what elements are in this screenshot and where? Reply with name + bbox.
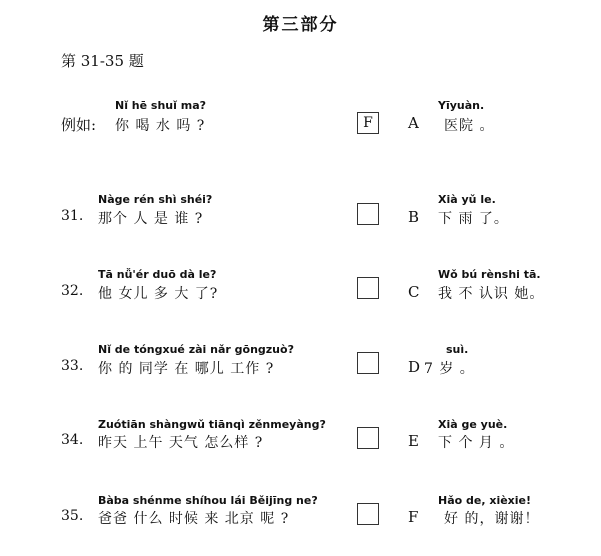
- question-pinyin: Nǐ hē shuǐ ma?: [115, 99, 207, 112]
- option-letter: F: [408, 508, 419, 526]
- question-hanzi: 那个 人 是 谁 ?: [98, 211, 204, 227]
- option-pinyin: Xià yǔ le.: [438, 193, 496, 206]
- answer-box[interactable]: [357, 352, 379, 374]
- answer-box[interactable]: [357, 277, 379, 299]
- question-number: 32.: [61, 283, 84, 299]
- answer-box[interactable]: F: [357, 112, 379, 134]
- answer-box[interactable]: [357, 503, 379, 525]
- question-hanzi: 昨天 上午 天气 怎么样 ?: [98, 435, 264, 451]
- option-hanzi: 下 个 月 。: [438, 435, 515, 451]
- question-number: 33.: [61, 358, 84, 374]
- question-range-heading: 第 31-35 题: [61, 52, 144, 70]
- question-hanzi: 爸爸 什么 时候 来 北京 呢 ?: [98, 511, 290, 527]
- option-hanzi: 下 雨 了。: [438, 211, 509, 227]
- option-pinyin: suì.: [446, 343, 469, 356]
- option-letter: E: [408, 432, 419, 450]
- question-pinyin: Zuótiān shàngwǔ tiānqì zěnmeyàng?: [98, 418, 326, 431]
- question-pinyin: Tā nǚ'ér duō dà le?: [98, 268, 217, 281]
- question-pinyin: Bàba shénme shíhou lái Běijīng ne?: [98, 494, 318, 507]
- option-hanzi: 医院 。: [444, 118, 495, 134]
- option-letter: B: [408, 208, 420, 226]
- question-number: 34.: [61, 432, 84, 448]
- option-hanzi: 好 的，谢谢！: [444, 511, 540, 527]
- section-title: 第三部分: [262, 15, 339, 35]
- option-pinyin: Wǒ bú rènshi tā.: [438, 268, 541, 281]
- question-hanzi: 他 女儿 多 大 了?: [98, 286, 219, 302]
- answer-box[interactable]: [357, 203, 379, 225]
- option-pinyin: Hǎo de, xièxie!: [438, 494, 532, 507]
- option-letter: D: [408, 358, 421, 376]
- question-hanzi: 你 的 同学 在 哪儿 工作 ?: [98, 361, 275, 377]
- example-label: 例如:: [61, 116, 97, 134]
- question-pinyin: Nǐ de tóngxué zài nǎr gōngzuò?: [98, 343, 294, 356]
- question-hanzi: 你 喝 水 吗 ?: [115, 118, 206, 134]
- answer-box[interactable]: [357, 427, 379, 449]
- option-letter: A: [408, 114, 419, 132]
- option-hanzi: 7 岁 。: [424, 361, 475, 377]
- question-number: 35.: [61, 508, 84, 524]
- option-pinyin: Yīyuàn.: [438, 99, 485, 112]
- option-letter: C: [408, 283, 420, 301]
- option-pinyin: Xià ge yuè.: [438, 418, 508, 431]
- option-hanzi: 我 不 认识 她。: [438, 286, 545, 302]
- question-pinyin: Nàge rén shì shéi?: [98, 193, 213, 206]
- question-number: 31.: [61, 208, 84, 224]
